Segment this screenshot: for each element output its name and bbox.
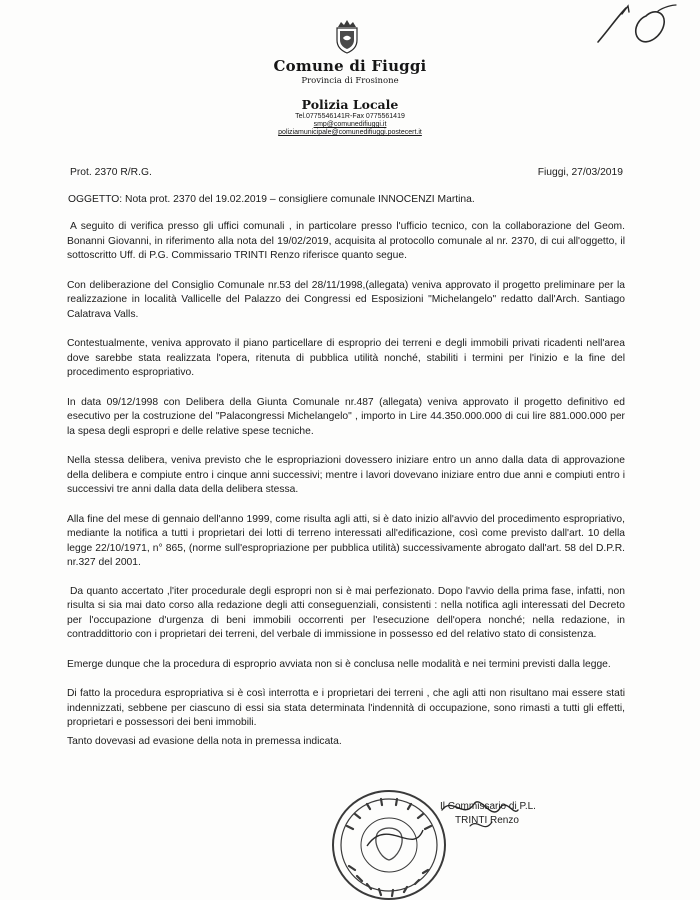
protocol-reference: Prot. 2370 R/R.G. [70, 167, 152, 178]
place-date: Fiuggi, 27/03/2019 [537, 167, 623, 178]
paragraph-contestualmente: Contestualmente, veniva approvato il piano particellare di esproprio dei terreni e degli immobili privati ricadenti nell'area dove sarebbe stata realizzata l'opera, ritenuta di pubblica utilità nonché, stabiliti i termini per l'inizio e la fine del procedimento espropriativo. [67, 338, 625, 378]
signatory-title: Il Commissario di P.L. [440, 801, 536, 812]
subject-line: OGGETTO: Nota prot. 2370 del 19.02.2019 – consigliere comunale INNOCENZI Martina. [68, 194, 475, 205]
paragraph-intro: A seguito di verifica presso gli uffici comunali , in particolare presso l'ufficio tecnico, con la collaborazione del Geom. Bonanni Giovanni, in riferimento alla nota del 19/02/2019, acquisita al protocollo comunale al nr. 2370, di cui all'oggetto, il sottoscritto Uff. di P.G. Commissario TRINTI Renzo riferisce quanto segue. [67, 221, 625, 261]
paragraph-closing: Tanto dovevasi ad evasione della nota in premessa indicata. [67, 735, 342, 747]
paragraph-emerge: Emerge dunque che la procedura di esproprio avviata non si è conclusa nelle modalità e nei termini previsti dalla legge. [67, 658, 611, 670]
municipal-crest-icon [332, 18, 362, 54]
official-round-stamp [327, 786, 451, 904]
paragraph-termini: Nella stessa delibera, veniva previsto che le espropriazioni dovessero iniziare entro un anno dalla data di approvazione della delibera e compiute entro i cinque anni successivi; mentre i lavori dovevano iniziare entro due anni e compiuti entro i successivi tre anni dalla data della delibera stessa. [67, 455, 625, 495]
paragraph-di-fatto: Di fatto la procedura espropriativa si è così interrotta e i proprietari dei terreni , che agli atti non risultano mai essere stati indennizzati, sebbene per ciascuno di essi sia stata determinata l'indennità di occupazione, sono rimasti a tutti gli effetti, proprietari e possessori dei beni immobili. [67, 688, 625, 728]
phone-fax: Tel.0775546141R-Fax 0775561419 [295, 113, 405, 120]
province-name: Provincia di Frosinone [301, 76, 399, 86]
paragraph-iter: Da quanto accertato ,l'iter procedurale degli espropri non si è mai perfezionato. Dopo l'avvio della prima fase, infatti, non risulta si sia mai dato corso alla redazione degli atti conseguenziali, consistenti : nella notifica agli interessati del Decreto per l'occupazione d'urgenza di beni immobili occorrenti per l'esecuzione dell'opera nonché; nella redazione, in contraddittorio con i proprietari dei terreni, del verbale di immissione in possesso ed del relativo stato di consistenza. [67, 585, 625, 640]
department-name: Polizia Locale [301, 97, 399, 112]
municipality-name: Comune di Fiuggi [273, 57, 427, 75]
email-primary: smp@comunedifiuggi.it [313, 121, 387, 128]
signature-block [440, 800, 580, 828]
letter-body [67, 208, 625, 764]
paragraph-delibera-giunta: In data 09/12/1998 con Delibera della Giunta Comunale nr.487 (allegata) veniva approvato il progetto definitivo ed esecutivo per la costruzione del "Palacongressi Michelangelo" , importo in Lire 44.350.000.000 di cui lire 881.000.000 per la spesa degli espropri e delle relative spese tecniche. [67, 396, 625, 437]
signatory-name: TRINTI Renzo [455, 815, 519, 826]
email-pec: poliziamunicipale@comunedifiuggi.postecert.it [278, 129, 422, 136]
paragraph-deliberazione: Con deliberazione del Consiglio Comunale nr.53 del 28/11/1998,(allegata) veniva approvato il progetto preliminare per la realizzazione in località Vallicelle del Palazzo dei Congressi ed Esposizioni "Michelangelo" redatto dall'Arch. Santiago Calatrava Valls. [67, 279, 625, 320]
handwritten-page-number [588, 2, 678, 50]
paragraph-avvio: Alla fine del mese di gennaio dell'anno 1999, come risulta agli atti, si è dato inizio all'avvio del procedimento espropriativo, mediante la notifica a tutti i proprietari dei lotti di terreno interessati all'edificazione, così come previsto dall'art. 10 della legge 22/10/1971, n° 865, (norme sull'espropriazione per pubblica utilità) successivamente abrogato dall'art. 58 del D.P.R. nr.327 del 2001. [67, 513, 625, 568]
